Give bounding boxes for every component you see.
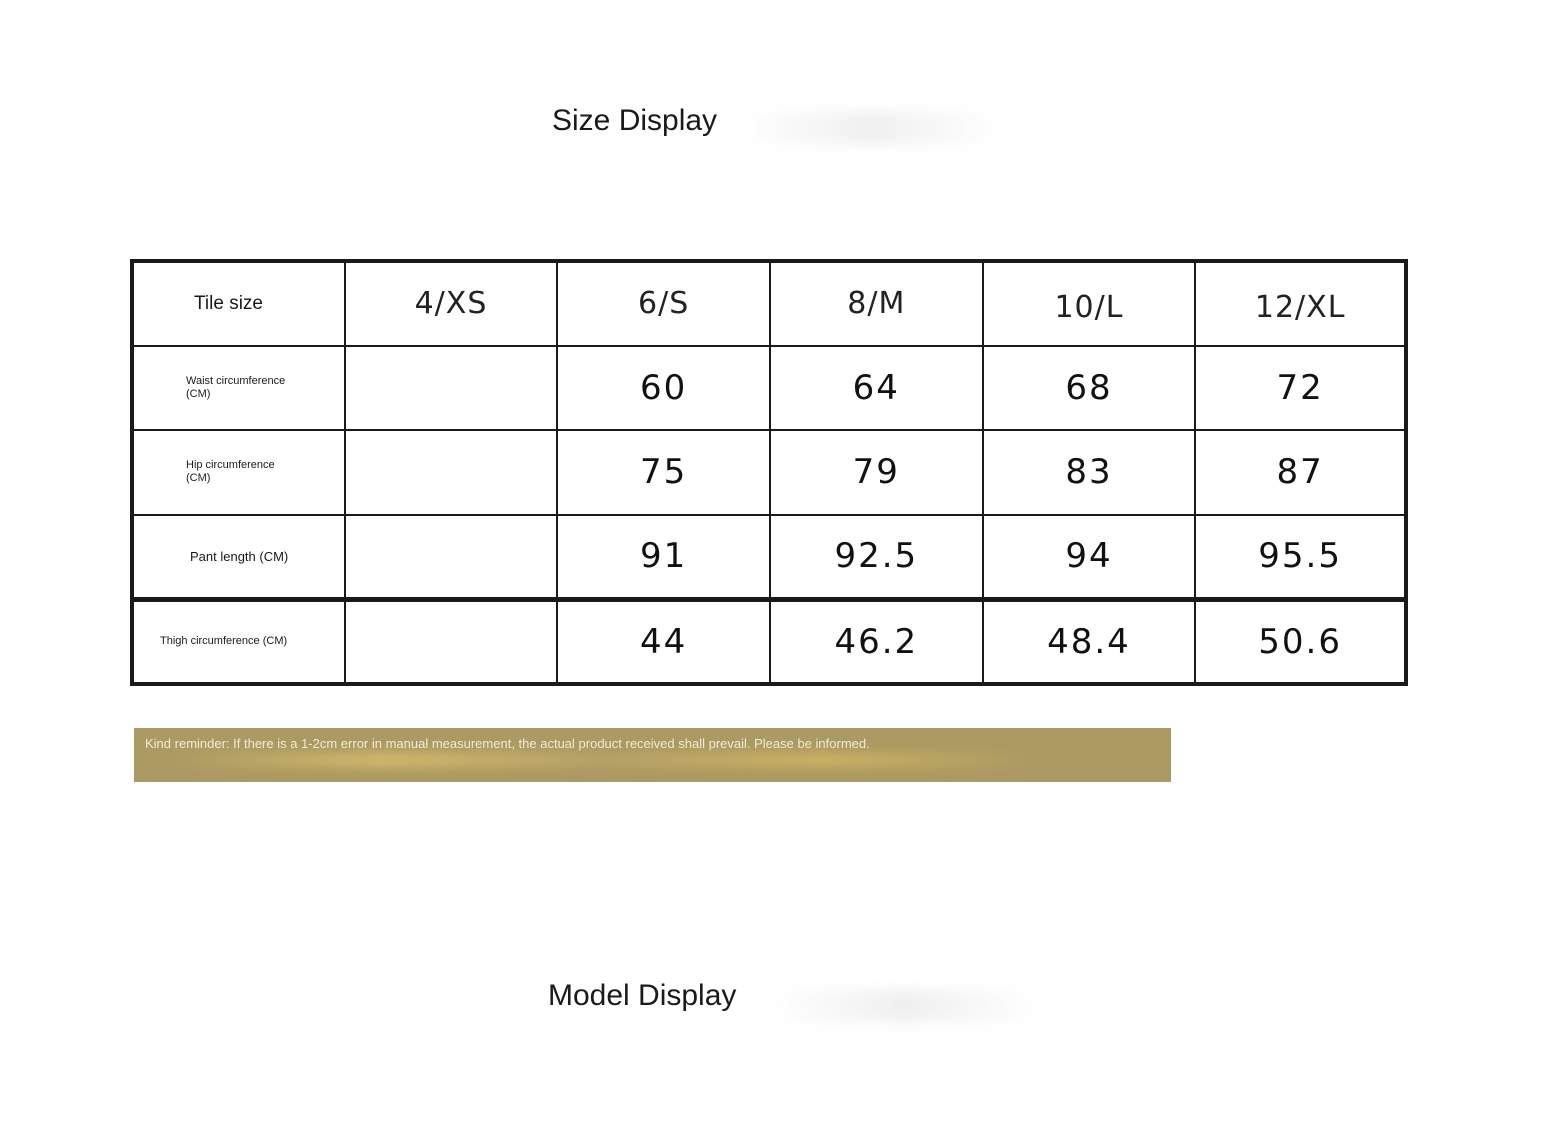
row-label-hip [132,430,345,515]
table-cell: 50.6 [1195,599,1406,684]
table-cell: 94 [983,515,1196,600]
table-cell: 75 [557,430,770,515]
row-label-waist [132,346,345,431]
kind-reminder-text: Kind reminder: If there is a 1-2cm error in manual measurement, the actual product received shall prevail. Please be informed. [145,736,870,751]
table-row-waist [132,346,1406,431]
table-cell: 68 [983,346,1196,431]
row-label-thigh [132,599,345,684]
blurred-reminder-translation [164,752,1044,768]
table-cell: 48.4 [983,599,1196,684]
size-header-xl: 12/XL [1195,261,1406,346]
blurred-subtitle [770,990,1040,1022]
blurred-subtitle [740,112,1000,144]
row-label-waist-line2: (CM) [186,387,211,400]
table-cell [345,515,558,600]
table-row-hip [132,430,1406,515]
size-header-l: 10/L [983,261,1196,346]
table-cell: 64 [770,346,983,431]
table-cell: 91 [557,515,770,600]
table-cell: 46.2 [770,599,983,684]
tile-size-label-cell [132,261,345,346]
table-cell: 87 [1195,430,1406,515]
size-header-xs: 4/XS [345,261,558,346]
size-header-s: 6/S [557,261,770,346]
table-cell: 44 [557,599,770,684]
table-cell [345,346,558,431]
kind-reminder-banner [134,728,1171,782]
size-header-m: 8/M [770,261,983,346]
table-row-thigh [132,599,1406,684]
table-cell: 95.5 [1195,515,1406,600]
size-chart-table [130,259,1408,686]
row-label-pant-length-text: Pant length (CM) [190,548,289,564]
row-label-waist-line1: Waist circumference [186,374,286,387]
table-cell: 72 [1195,346,1406,431]
row-label-hip-line1: Hip circumference [186,459,275,472]
table-cell: 79 [770,430,983,515]
tile-size-label: Tile size [194,292,263,314]
row-label-pant-length [132,515,345,600]
table-cell [345,599,558,684]
model-display-title: Model Display [548,979,737,1012]
table-cell: 60 [557,346,770,431]
size-display-title: Size Display [552,104,718,137]
table-cell [345,430,558,515]
row-label-thigh-text: Thigh circumference (CM) [160,635,288,648]
table-header-row [132,261,1406,346]
table-row-pant-length [132,515,1406,600]
row-label-hip-line2: (CM) [186,472,211,485]
table-cell: 83 [983,430,1196,515]
table-cell: 92.5 [770,515,983,600]
